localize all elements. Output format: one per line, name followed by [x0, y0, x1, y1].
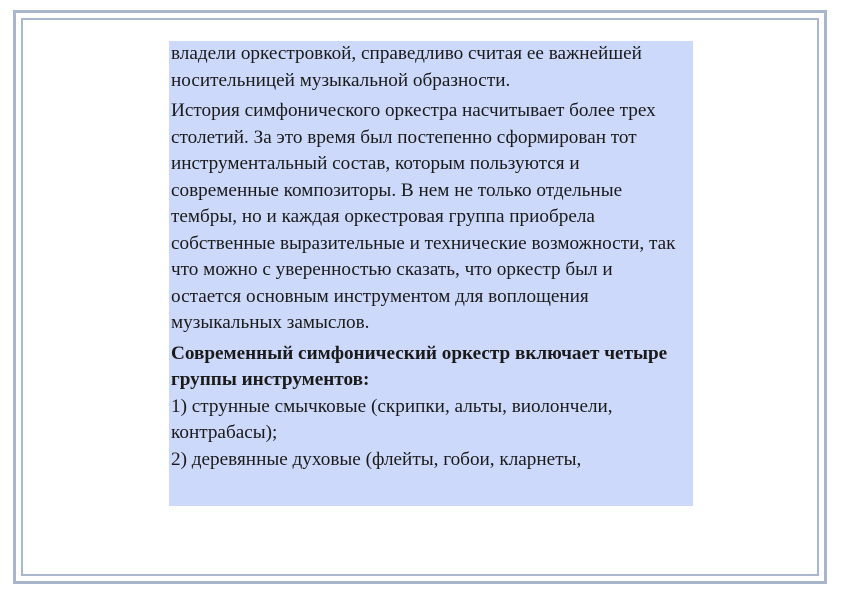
paragraph-orchestra-history: История симфонического оркестра насчитывает более трех столетий. За это время был постепенно сформирован тот инструментальный состав, которым пользуются и современные композиторы. В нем не только отдельные тембры, но и каждая оркестровая группа приобрела собственные выразительные и технические возможности, так что можно с уверенностью сказать, что оркестр был и остается основным инструментом для воплощения музыкальных замыслов. — [171, 100, 676, 333]
list-item: 1) струнные смычковые (скрипки, альты, виолончели, контрабасы); — [171, 395, 613, 443]
paragraph-orchestration: владели оркестровкой, справедливо считая ее важнейшей носительницей музыкальной образности. — [171, 43, 642, 91]
section-heading: Современный симфонический оркестр включает четыре группы инструментов: — [171, 342, 668, 390]
list-item: 2) деревянные духовые (флейты, гобои, кларнеты, — [171, 448, 582, 470]
text-block — [169, 41, 693, 506]
